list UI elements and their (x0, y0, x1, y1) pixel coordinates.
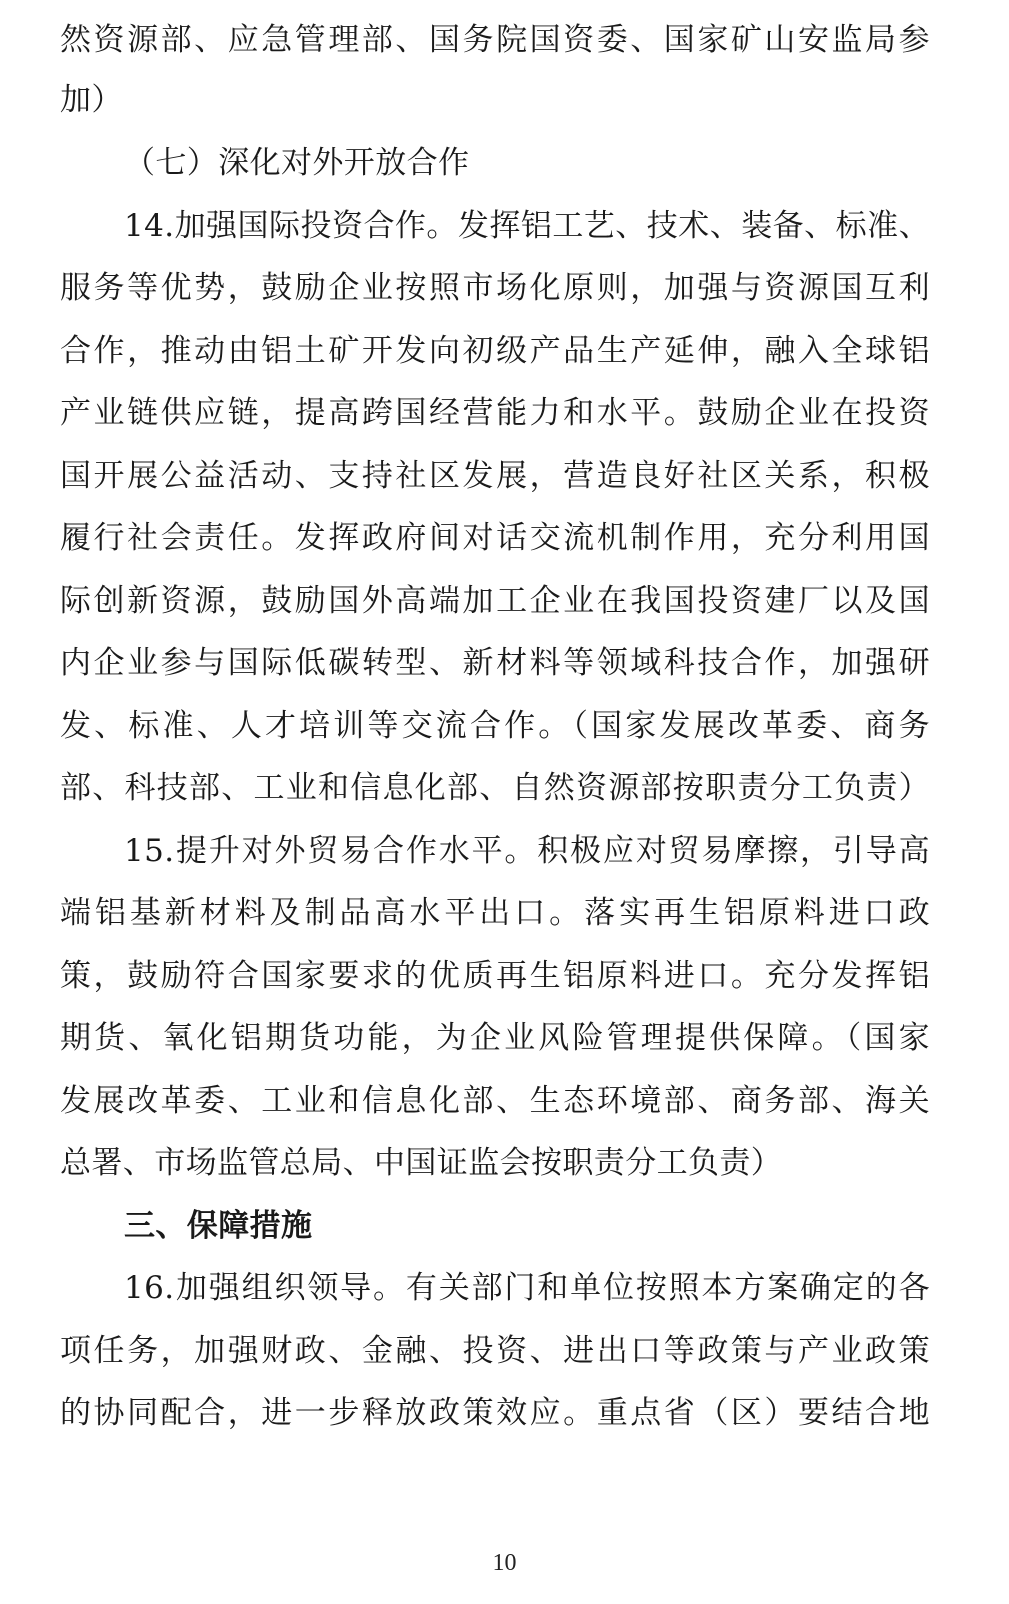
body-text-line: 期货、氧化铝期货功能，为企业风险管理提供保障。（国家 (60, 1020, 930, 1056)
body-text-line: 端铝基新材料及制品高水平出口。落实再生铝原料进口政 (60, 895, 930, 931)
paragraph-16-first-line: 16.加强组织领导。有关部门和单位按照本方案确定的各 (124, 1270, 930, 1306)
body-text-line: 内企业参与国际低碳转型、新材料等领域科技合作，加强研 (60, 645, 930, 681)
body-text-line: 发展改革委、工业和信息化部、生态环境部、商务部、海关 (60, 1083, 930, 1119)
body-text-line: 部、科技部、工业和信息化部、自然资源部按职责分工负责） (60, 770, 930, 806)
body-text-line: 服务等优势，鼓励企业按照市场化原则，加强与资源国互利 (60, 270, 930, 306)
body-text-line: 国开展公益活动、支持社区发展，营造良好社区关系，积极 (60, 458, 930, 494)
section-heading-seven: （七）深化对外开放合作 (124, 145, 470, 181)
paragraph-15-first-line: 15.提升对外贸易合作水平。积极应对贸易摩擦，引导高 (124, 833, 930, 869)
page-number: 10 (492, 1550, 517, 1576)
body-text-line: 履行社会责任。发挥政府间对话交流机制作用，充分利用国 (60, 520, 930, 556)
body-text-line: 际创新资源，鼓励国外高端加工企业在我国投资建厂以及国 (60, 583, 930, 619)
body-text-line: 合作，推动由铝土矿开发向初级产品生产延伸，融入全球铝 (60, 333, 930, 369)
body-text-line: 发、标准、人才培训等交流合作。（国家发展改革委、商务 (60, 708, 930, 744)
body-text-line: 然资源部、应急管理部、国务院国资委、国家矿山安监局参 (60, 22, 930, 58)
body-text-line: 策，鼓励符合国家要求的优质再生铝原料进口。充分发挥铝 (60, 958, 930, 994)
section-heading-safeguards: 三、保障措施 (124, 1208, 313, 1244)
body-text-line: 加） (60, 82, 123, 118)
body-text-line: 项任务，加强财政、金融、投资、进出口等政策与产业政策 (60, 1333, 930, 1369)
body-text-line: 总署、市场监管总局、中国证监会按职责分工负责） (60, 1145, 783, 1181)
body-text-line: 产业链供应链，提高跨国经营能力和水平。鼓励企业在投资 (60, 395, 930, 431)
paragraph-14-first-line: 14.加强国际投资合作。发挥铝工艺、技术、装备、标准、 (124, 208, 930, 244)
body-text-line: 的协同配合，进一步释放政策效应。重点省（区）要结合地 (60, 1395, 930, 1431)
